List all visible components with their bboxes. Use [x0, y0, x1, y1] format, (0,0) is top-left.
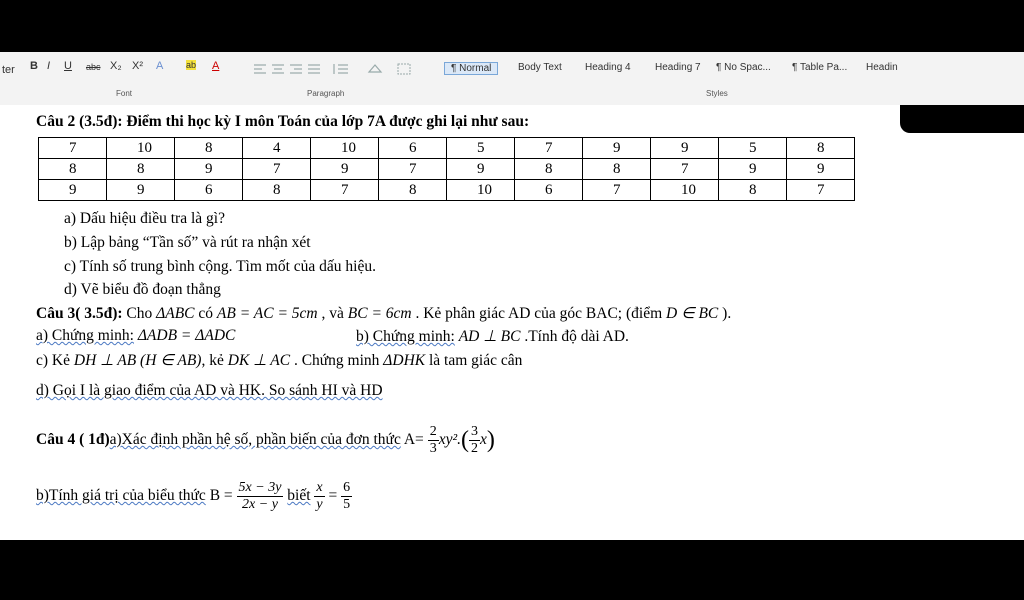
q3c-text: , kẻ: [201, 352, 228, 369]
table-cell: 8: [39, 159, 107, 180]
align-buttons[interactable]: [252, 63, 324, 75]
numerator: 5x − 3y: [238, 480, 282, 495]
style-table-paragraph[interactable]: ¶ Table Pa...: [792, 62, 848, 73]
align-icons: [252, 63, 324, 75]
denominator: 5: [343, 497, 351, 512]
ribbon-left-fragment: ter: [2, 64, 15, 76]
table-cell: 10: [311, 138, 379, 159]
table-cell: 7: [39, 138, 107, 159]
q3-math: BC = 6cm: [347, 305, 412, 322]
q2-title: Câu 2 (3.5đ): Điểm thi học kỳ I môn Toán của lớp 7A được ghi lại như sau:: [36, 113, 530, 130]
table-cell: 9: [719, 159, 787, 180]
q2-item-b: b) Lập bảng “Tần số” và rút ra nhận xét: [64, 234, 311, 251]
table-cell: 6: [379, 138, 447, 159]
q3c-text: là tam giác cân: [425, 352, 523, 369]
table-cell: 4: [243, 138, 311, 159]
table-cell: 8: [583, 159, 651, 180]
table-cell: 10: [107, 138, 175, 159]
fraction: [237, 480, 284, 513]
q3b-label: b) Chứng minh:: [356, 328, 455, 345]
q3-text: Cho: [122, 305, 157, 322]
text-effects-button[interactable]: A: [156, 60, 164, 72]
q3-text: có: [194, 305, 217, 322]
table-cell: 8: [379, 180, 447, 201]
borders-icon[interactable]: [396, 62, 414, 79]
table-cell: 8: [243, 180, 311, 201]
table-cell: 7: [515, 138, 583, 159]
fraction: [314, 480, 324, 513]
numerator: 6: [343, 480, 351, 495]
table-cell: 6: [175, 180, 243, 201]
style-no-spacing[interactable]: ¶ No Spac...: [716, 62, 771, 73]
paragraph-group-label: Paragraph: [307, 89, 345, 98]
q3a-label: a) Chứng minh:: [36, 327, 134, 344]
q2-item-a: a) Dấu hiệu điều tra là gì?: [64, 210, 225, 227]
q3a-math: ΔADB = ΔADC: [137, 327, 236, 344]
italic-button[interactable]: I: [47, 60, 51, 72]
table-cell: 7: [243, 159, 311, 180]
style-body-text[interactable]: Body Text: [518, 62, 562, 73]
table-row: [39, 138, 855, 159]
table-cell: 9: [787, 159, 855, 180]
q3c-math: DK ⊥ AC: [227, 352, 291, 369]
style-heading[interactable]: Headin: [866, 62, 898, 73]
q3-label: Câu 3( 3.5đ):: [36, 305, 123, 322]
table-cell: 9: [583, 138, 651, 159]
q2-item-d: d) Vẽ biểu đồ đoạn thẳng: [64, 281, 221, 298]
table-cell: 10: [651, 180, 719, 201]
q4a-A: A=: [400, 431, 424, 449]
video-overlay-corner: [900, 105, 1024, 133]
q3-item-c: [36, 351, 522, 370]
highlight-button[interactable]: ab: [186, 60, 197, 70]
table-cell: 6: [515, 180, 583, 201]
q4b-text: b)Tính giá trị của biểu thức: [36, 487, 206, 505]
table-cell: 9: [651, 138, 719, 159]
q4b-eq: =: [324, 487, 342, 505]
q3-text: , và: [317, 305, 348, 322]
q3-text: ).: [718, 305, 732, 322]
styles-group-label: Styles: [706, 89, 728, 98]
style-heading-7[interactable]: Heading 7: [655, 62, 701, 73]
q4a-text: a)Xác định phần hệ số, phần biến của đơn thức: [109, 431, 401, 449]
table-cell: 7: [787, 180, 855, 201]
q3b-rest: .Tính độ dài AD.: [520, 328, 629, 345]
denominator: 3: [429, 441, 437, 456]
q3-item-d: d) Gọi I là giao điểm của AD và HK. So sánh HI và HD: [36, 382, 383, 399]
table-cell: 8: [107, 159, 175, 180]
fraction: [469, 424, 480, 457]
q3c-math: ΔDHK: [383, 352, 426, 369]
denominator: y: [316, 497, 323, 512]
font-color-button[interactable]: A: [212, 60, 220, 72]
font-group-label: Font: [116, 89, 133, 98]
q4-item-a: [36, 424, 495, 457]
score-table: [38, 137, 855, 201]
table-cell: 9: [311, 159, 379, 180]
left-paren: (: [460, 427, 469, 453]
q3-item-b: [356, 327, 629, 346]
table-cell: 9: [175, 159, 243, 180]
table-cell: 9: [447, 159, 515, 180]
numerator: 2: [429, 424, 437, 439]
ribbon: [0, 52, 1024, 105]
table-cell: 8: [787, 138, 855, 159]
superscript-button[interactable]: X²: [132, 60, 143, 72]
line-spacing-icon[interactable]: [332, 62, 350, 79]
q4-item-b: [36, 480, 352, 513]
table-cell: 9: [39, 180, 107, 201]
bold-button[interactable]: B: [30, 60, 38, 72]
q3c-text: c) Kẻ: [36, 352, 74, 369]
table-row: [39, 180, 855, 201]
q3-math: ΔABC: [156, 305, 195, 322]
table-cell: 10: [447, 180, 515, 201]
right-paren: ): [486, 427, 495, 453]
q4b-biet: biết: [287, 487, 311, 505]
q3c-text: . Chứng minh: [290, 352, 384, 369]
q4a-x: x: [479, 431, 487, 449]
table-cell: 7: [311, 180, 379, 201]
table-cell: 7: [651, 159, 719, 180]
table-cell: 7: [583, 180, 651, 201]
numerator: x: [316, 480, 323, 495]
table-cell: 9: [107, 180, 175, 201]
strikethrough-button[interactable]: abc: [86, 62, 101, 72]
table-cell: 8: [719, 180, 787, 201]
q4-label: Câu 4 ( 1đ): [36, 431, 110, 449]
table-row: [39, 159, 855, 180]
fraction: [341, 480, 352, 513]
style-normal[interactable]: ¶ Normal: [444, 62, 498, 75]
q3-text: . Kẻ phân giác AD của góc BAC; (điểm: [411, 305, 667, 322]
table-cell: 8: [515, 159, 583, 180]
table-cell: 5: [719, 138, 787, 159]
numerator: 3: [470, 424, 478, 439]
table-cell: 8: [175, 138, 243, 159]
table-cell: 7: [379, 159, 447, 180]
q4a-xy: xy².: [438, 431, 461, 449]
q2-item-c: c) Tính số trung bình cộng. Tìm mốt của dấu hiệu.: [64, 258, 376, 275]
underline-button[interactable]: U: [64, 60, 72, 72]
q3c-math: DH ⊥ AB (H ∈ AB): [73, 352, 202, 369]
shading-icon[interactable]: [366, 62, 384, 79]
q4b-B: B =: [205, 487, 237, 505]
denominator: 2: [470, 441, 478, 456]
q3-item-a: [36, 327, 235, 345]
table-cell: 5: [447, 138, 515, 159]
style-heading-4[interactable]: Heading 4: [585, 62, 631, 73]
q3-statement: [36, 304, 731, 323]
subscript-button[interactable]: X₂: [110, 60, 122, 72]
q3-math: D ∈ BC: [666, 305, 719, 322]
fraction: [428, 424, 439, 457]
q3-math: AB = AC = 5cm: [216, 305, 318, 322]
denominator: 2x − y: [242, 497, 278, 512]
q3b-math: AD ⊥ BC: [458, 328, 521, 345]
